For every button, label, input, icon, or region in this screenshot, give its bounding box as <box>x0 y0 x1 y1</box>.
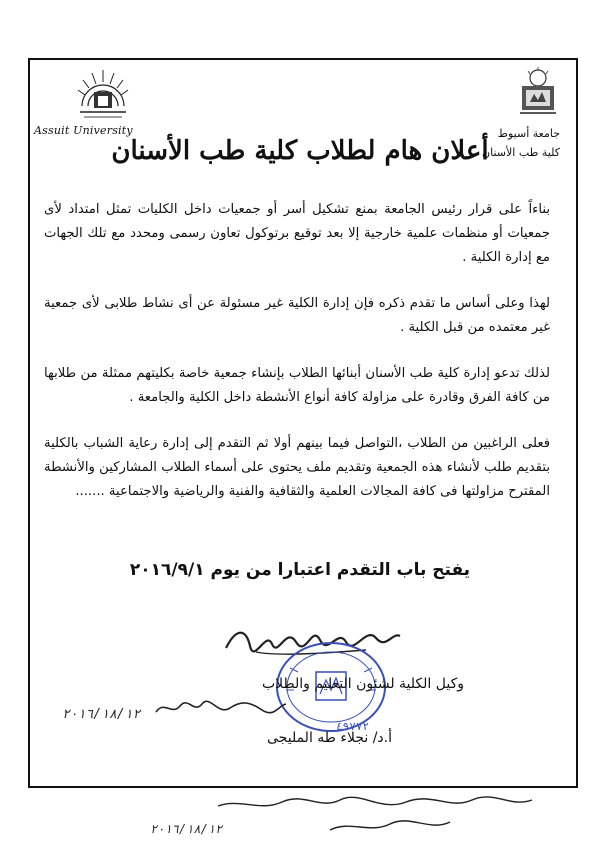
footer-handwritten-date: ٢٠١٦/١٨/١٢ <box>150 822 223 836</box>
paragraph-decision: بناءاً على قرار رئيس الجامعة بمنع تشكيل أسر أو جمعيات داخل الكليات تمثل امتداد لأى جمعيات أو منظمات علمية خارجية إلا بعد توقيع برتوكول تعاون رسمى ومحدد مع تلك الجهات مع إدارة الكلية . <box>44 202 550 265</box>
faculty-name-arabic: كلية طب الأسنان <box>482 146 560 159</box>
handwritten-date: ٢٠١٦/١٨/١٢ <box>62 707 141 722</box>
signatory-title: وكيل الكلية لشئون التعليم والطلاب <box>261 676 464 692</box>
announcement-title: أعلان هام لطلاب كلية طب الأسنان <box>111 136 489 166</box>
assiut-university-logo <box>70 66 136 122</box>
handwritten-footer-note <box>210 794 540 842</box>
signatory-name: أ.د/ نجلاء طه المليجى <box>267 730 392 746</box>
faculty-logo <box>512 66 564 118</box>
paragraph-invitation: لذلك تدعو إدارة كلية طب الأسنان أبنائها الطلاب بإنشاء جمعية خاصة بكليتهم ممثلة من طلابها من كافة الفرق وقادرة على مزاولة كافة أنواع الأنشطة داخل الكلية والجامعة . <box>44 366 550 405</box>
paragraph-application: فعلى الراغبين من الطلاب ،التواصل فيما بينهم أولا ثم التقدم إلى إدارة رعاية الشباب بالكلية بتقديم طلب لأنشاء هذه الجمعية وتقديم ملف يحتوى على أسماء الطلاب المشاركين والأنشطة المقترح مزاولتها فى كافة المجالات العلمية والثقافية والفنية والرياضية والاجتماعية ....... <box>44 436 550 499</box>
application-open-notice: يفتح باب التقدم اعتبارا من يوم ٢٠١٦/٩/١ <box>129 560 471 580</box>
stamp-number: ٤٩٧٧٢ <box>336 720 370 733</box>
announcement-body <box>44 198 550 526</box>
university-name-english: Assuit University <box>34 124 133 137</box>
handwritten-initials <box>150 694 290 722</box>
paragraph-responsibility: لهذا وعلى أساس ما تقدم ذكره فإن إدارة الكلية غير مسئولة عن أى نشاط طلابى لأى جمعية غير معتمده من قبل الكلية . <box>44 296 550 335</box>
university-name-arabic: جامعة أسيوط <box>497 127 560 140</box>
